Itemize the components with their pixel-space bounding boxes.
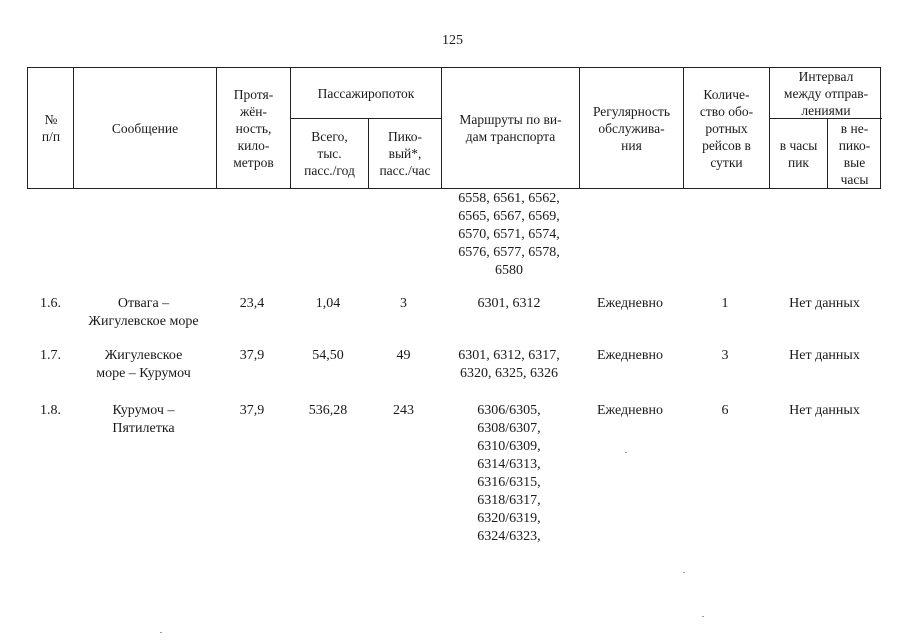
routes-line: 6316/6315, (477, 475, 541, 490)
column-divider (368, 118, 369, 188)
cell-regularity: Ежедневно (596, 348, 663, 363)
header-total: Всего, тыс. пасс./год (304, 129, 355, 178)
column-divider (769, 68, 770, 188)
connection-line: Жигулевское (104, 348, 183, 363)
cell-connection (72, 402, 215, 438)
header-interval: Интервал между отправ- лениями (783, 68, 869, 118)
routes-line: 6308/6307, (477, 421, 541, 436)
cell-peak: 3 (400, 296, 407, 311)
cell-interval: Нет данных (789, 348, 860, 363)
cell-total: 536,28 (308, 403, 348, 418)
connection-line: море – Курумоч (96, 366, 191, 381)
cell-length: 37,9 (239, 348, 265, 363)
route-line: 6565, 6567, 6569, (458, 209, 560, 224)
routes-line: 6306/6305, (477, 403, 541, 418)
route-line: 6580 (495, 263, 523, 278)
cell-routes (440, 402, 578, 546)
routes-line: 6310/6309, (477, 439, 541, 454)
routes-line: 6314/6313, (477, 457, 541, 472)
header-passenger-flow: Пассажиропоток (317, 85, 415, 101)
cell-num: 1.8. (40, 403, 61, 418)
cell-connection (72, 347, 215, 383)
cell-trips: 1 (721, 296, 729, 311)
cell-num: 1.6. (40, 296, 61, 311)
cell-interval: Нет данных (789, 403, 860, 418)
cell-num: 1.7. (40, 348, 61, 363)
route-line: 6570, 6571, 6574, (458, 227, 560, 242)
connection-line: Курумоч – (112, 403, 175, 418)
cell-peak: 49 (396, 348, 411, 363)
column-divider (579, 68, 580, 188)
routes-continuation (440, 190, 578, 280)
cell-length: 37,9 (239, 403, 265, 418)
header-connection: Сообщение (111, 120, 179, 136)
cell-connection (72, 295, 215, 331)
column-divider (73, 68, 74, 188)
column-divider (290, 68, 291, 188)
connection-line: Жигулевское море (88, 314, 199, 329)
column-divider (441, 68, 442, 188)
connection-line: Отвага – (117, 296, 170, 311)
cell-total: 54,50 (312, 348, 344, 363)
page-number: 125 (442, 33, 463, 48)
route-line: 6576, 6577, 6578, (458, 245, 560, 260)
row-divider (769, 118, 882, 119)
cell-trips: 3 (721, 348, 729, 363)
routes-line: 6320, 6325, 6326 (460, 366, 558, 381)
routes-line: 6320/6319, (477, 511, 541, 526)
header-routes: Маршруты по ви- дам транспорта (459, 112, 562, 144)
header-interval-offpeak: в не- пико- вые часы (838, 120, 871, 187)
cell-total: 1,04 (315, 296, 341, 311)
header-regularity: Регулярность обслужива- ния (592, 103, 671, 153)
cell-peak: 243 (393, 403, 414, 418)
cell-interval: Нет данных (789, 296, 860, 311)
cell-regularity: Ежедневно (596, 296, 663, 311)
connection-line: Пятилетка (112, 421, 175, 436)
routes-line: 6324/6323, (477, 529, 541, 544)
column-divider (683, 68, 684, 188)
cell-regularity: Ежедневно (596, 403, 663, 418)
header-num: № п/п (41, 112, 61, 144)
table-header (27, 67, 881, 189)
cell-routes (440, 295, 578, 313)
column-divider (216, 68, 217, 188)
header-length: Протя- жён- ность, кило- метров (233, 86, 274, 170)
row-divider (290, 118, 441, 119)
routes-line: 6301, 6312, 6317, (458, 348, 560, 363)
header-trips: Количе- ство обо- ротных рейсов в сутки (699, 86, 754, 170)
routes-line: 6318/6317, (477, 493, 541, 508)
header-interval-peak: в часы пик (779, 137, 818, 170)
cell-routes (440, 347, 578, 383)
column-divider (827, 118, 828, 188)
header-peak: Пико- вый*, пасс./час (379, 129, 431, 178)
route-line: 6558, 6561, 6562, (458, 191, 560, 206)
routes-line: 6301, 6312 (477, 296, 541, 311)
cell-length: 23,4 (239, 296, 265, 311)
cell-trips: 6 (721, 403, 729, 418)
